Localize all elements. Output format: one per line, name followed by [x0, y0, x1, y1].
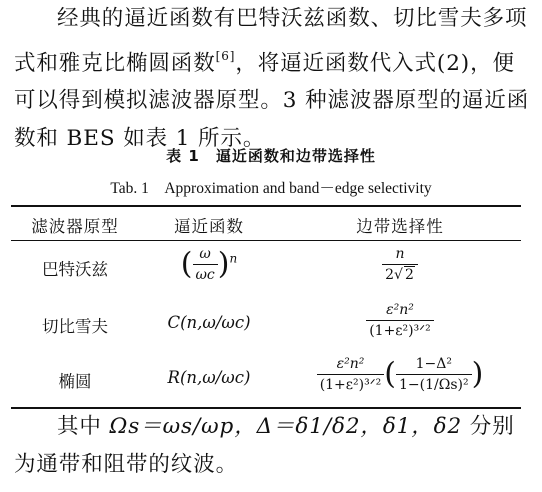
- outro-paragraph: [14, 408, 534, 483]
- row-butterworth-name: 巴特沃兹: [42, 260, 108, 279]
- intro-paragraph: [14, 0, 534, 157]
- row-butterworth-approx: ( $\frac{\omega}{\omega c}$ )$^n$: [180, 246, 238, 283]
- row-chebyshev-name: 切比雪夫: [42, 317, 108, 336]
- outro-formula: Ωs＝ωs/ωp，Δ＝δ1/δ2，δ1，δ2: [109, 414, 463, 439]
- row-chebyshev-approx: C(n,ω/ωc): [167, 313, 251, 332]
- row-butterworth-bes: $\frac{n}{2√ 2}$: [279, 246, 521, 283]
- citation: [6]: [215, 48, 236, 63]
- header-prototype: 滤波器原型: [31, 217, 119, 236]
- header-selectivity: 边带选择性: [356, 217, 444, 236]
- intro-text-b: ，将逼近函数代入式(2)，便可以得到模拟滤波器原型。3 种滤波器原型的逼近函数和 BES 如表 1 所示。: [14, 50, 530, 151]
- intro-text-a: 经典的逼近函数有巴特沃兹函数、切比雪夫多项式和雅克比椭圆函数: [14, 6, 528, 76]
- row-elliptic-bes: $\frac{\text{ε²n²}}{\text{(1+ε²)³ᐟ²}}$ ( $\frac{\text{1−Δ²}}{\text{1−(1/Ωs)²}}$ ): [279, 356, 521, 393]
- header-approximation: 逼近函数: [174, 217, 244, 236]
- table-top-rule: [11, 205, 521, 207]
- table-header-rule: [11, 240, 521, 241]
- outro-tail: 分别为通带和阻带的纹波。: [14, 414, 515, 477]
- row-elliptic-name: 椭圆: [58, 372, 92, 391]
- table-caption-en: Tab. 1 Approximation and band－edge selectivity: [110, 180, 432, 197]
- row-chebyshev-bes: $\frac{\text{ε²n²}}{\text{(1+ε²)³ᐟ²}}$: [279, 302, 521, 339]
- row-elliptic-approx: R(n,ω/ωc): [167, 368, 251, 387]
- outro-lead: 其中: [57, 414, 110, 439]
- table-caption-zh: 表 1 逼近函数和边带选择性: [166, 147, 376, 165]
